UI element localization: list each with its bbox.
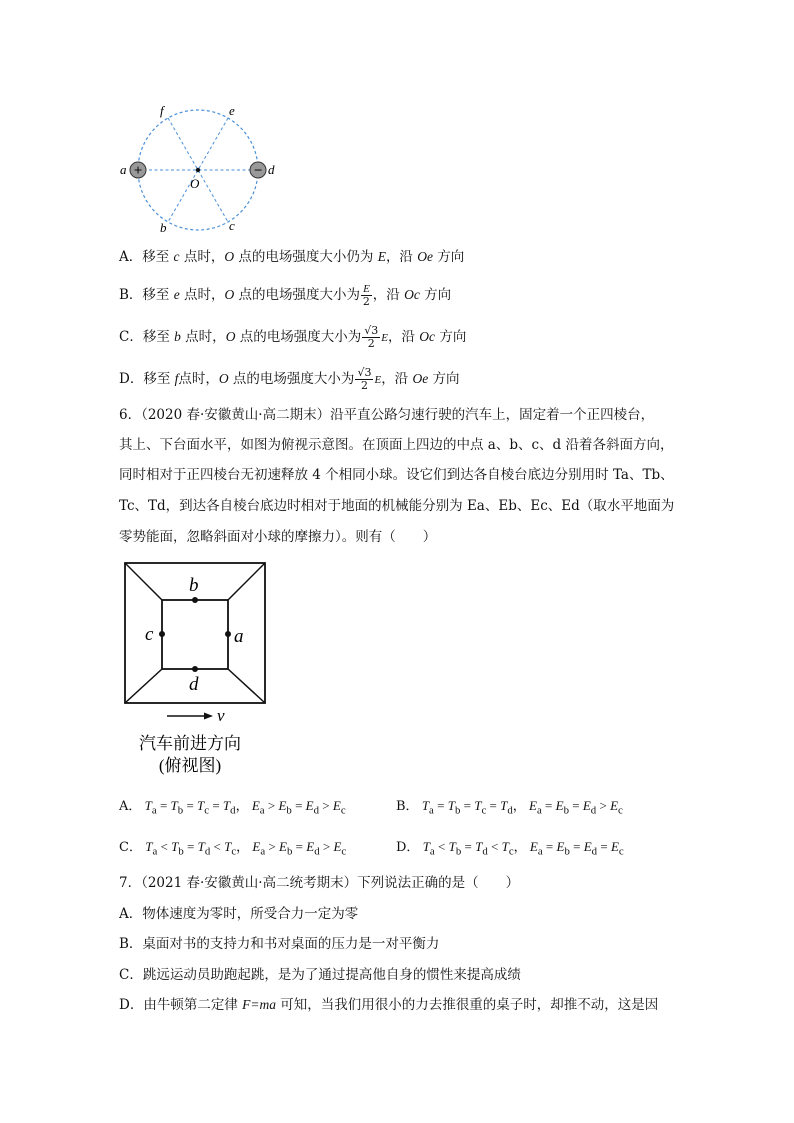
- edge-br: [228, 669, 265, 703]
- q6-stem-line-2: 其上、下台面水平，如图为俯视示意图。在顶面上四边的中点 a、b、c、d 沿着各斜面方向，: [119, 437, 674, 453]
- q6-stem-line-1: 6．（2020 春·安徽黄山·高二期末）沿平直公路匀速行驶的汽车上，固定着一个正四棱台，: [119, 407, 655, 423]
- point-c: [159, 631, 165, 637]
- label-a: a: [234, 626, 244, 647]
- q6-option-c: C． $T_a < T_b = T_d < T_c$， $E_a > E_b = E_d > E_c$: [119, 839, 347, 858]
- charge-circle-figure: [110, 100, 280, 235]
- q7-option-b: B．桌面对书的支持力和书对桌面的压力是一对平衡力: [119, 936, 440, 952]
- edge-tl: [125, 563, 162, 600]
- label-c: c: [229, 218, 235, 233]
- label-c: c: [145, 624, 154, 645]
- q7-option-c: C．跳远运动员助跑起跳，是为了通过提高他自身的惯性来提高成绩: [119, 967, 521, 983]
- q6-option-a: A． $T_a = T_b = T_c = T_d$， $E_a > E_b = E_d > E_c$: [119, 798, 346, 817]
- point-a: [225, 631, 231, 637]
- q5-option-d: D．移至 f点时，O 点的电场强度大小为 $\frac{√3}{2}$ E，沿 Oe 方向: [119, 366, 460, 392]
- figure-subcaption: (俯视图): [158, 756, 222, 775]
- label-b: b: [160, 220, 167, 235]
- inner-square: [162, 600, 228, 669]
- fraction: $\frac{√3}{2}$: [364, 324, 379, 350]
- label-f: f: [160, 103, 164, 118]
- label-a: a: [120, 162, 127, 177]
- q5-option-a: A．移至 c 点时，O 点的电场强度大小仍为 E，沿 Oe 方向: [119, 249, 465, 265]
- q6-stem-line-5: 零势能面，忽略斜面对小球的摩擦力）。则有（ ）: [119, 529, 437, 545]
- q7-option-d: D．由牛顿第二定律 F=ma 可知，当我们用很小的力去推很重的桌子时，却推不动，这是因: [119, 997, 659, 1013]
- q5-option-b: B．移至 e 点时，O 点的电场强度大小为 $\frac{E}{2}$ ，沿 Oc 方向: [119, 283, 452, 308]
- minus-sign: −: [253, 163, 263, 179]
- q6-option-d: D． $T_a < T_b = T_d < T_c$， $E_a = E_b = E_d = E_c$: [396, 839, 624, 858]
- label-o: O: [190, 176, 200, 191]
- fraction: $\frac{√3}{2}$: [357, 366, 372, 392]
- point-d: [192, 666, 198, 672]
- fraction: $\frac{E}{2}$: [362, 283, 370, 308]
- q7-option-a: A．物体速度为零时，所受合力一定为零: [119, 906, 359, 922]
- label-v: v: [217, 706, 225, 725]
- q6-stem-line-4: Tc、Td，到达各自棱台底边时相对于地面的机械能分别为 Ea、Eb、Ec、Ed（取水平地面为: [119, 498, 675, 514]
- plus-sign: +: [133, 163, 143, 179]
- label-d: d: [189, 674, 199, 695]
- label-e: e: [229, 103, 235, 118]
- edge-bl: [125, 669, 162, 703]
- q5-option-c: C．移至 b 点时，O 点的电场强度大小为 $\frac{√3}{2}$ E，沿 Oc 方向: [119, 324, 467, 350]
- figure-caption: 汽车前进方向: [139, 734, 241, 753]
- frustum-figure: [118, 557, 278, 782]
- q6-stem-line-3: 同时相对于正四棱台无初速释放 4 个相同小球。设它们到达各自棱台底边分别用时 Ta、Tb、: [119, 467, 674, 483]
- point-b: [192, 597, 198, 603]
- arrow-head: [204, 713, 213, 720]
- q6-option-b: B． $T_a = T_b = T_c = T_d$， $E_a = E_b = E_d > E_c$: [396, 798, 623, 817]
- label-d: d: [268, 162, 275, 177]
- label-b: b: [189, 575, 199, 596]
- center-dot: [196, 168, 200, 172]
- q7-stem: 7．（2021 春·安徽黄山·高二统考期末）下列说法正确的是（ ）: [119, 875, 520, 891]
- edge-tr: [228, 563, 265, 600]
